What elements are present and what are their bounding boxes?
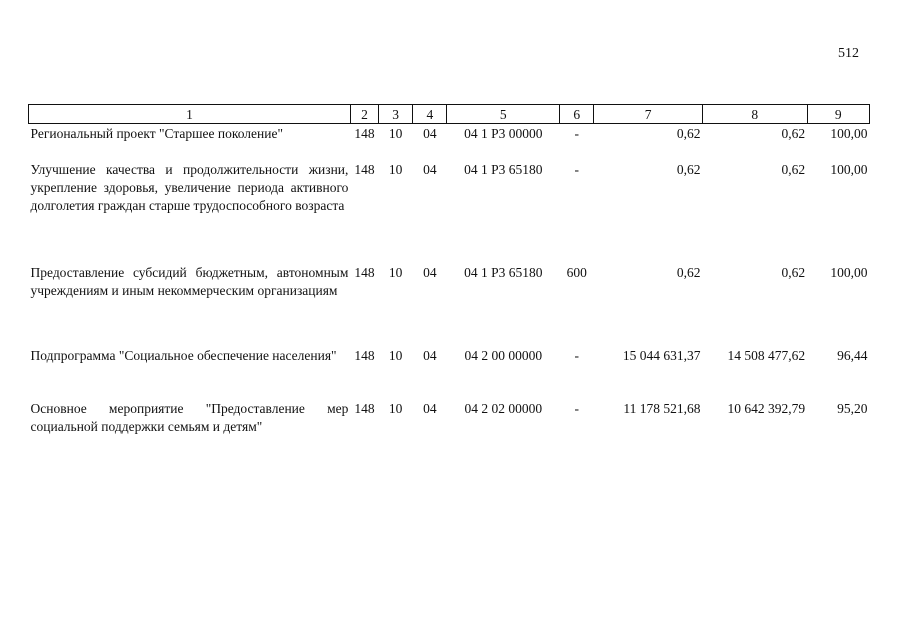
header-col-2: 2 xyxy=(350,105,378,124)
row-col-6: - xyxy=(574,400,579,416)
row-col-9: 100,00 xyxy=(830,126,868,141)
table-row xyxy=(29,160,870,263)
row-col-2: 148 xyxy=(354,161,375,177)
table-row xyxy=(29,346,870,399)
row-col-6: 600 xyxy=(566,264,587,280)
row-col-5: 04 1 P3 65180 xyxy=(464,264,543,280)
header-col-7: 7 xyxy=(594,105,703,124)
header-col-6: 6 xyxy=(560,105,594,124)
row-col-9: 96,44 xyxy=(837,347,868,363)
row-col-3: 10 xyxy=(388,264,403,280)
page-number: 512 xyxy=(838,46,859,61)
row-col-3: 10 xyxy=(388,126,403,141)
row-col-2: 148 xyxy=(354,126,375,141)
row-col-4: 04 xyxy=(423,126,437,141)
table-row xyxy=(29,263,870,346)
row-col-6: - xyxy=(574,161,579,177)
row-col-5: 04 1 P3 00000 xyxy=(464,126,543,141)
row-name: Подпрограмма "Социальное обеспечение населения" xyxy=(30,347,337,363)
row-col-9: 100,00 xyxy=(830,264,868,280)
row-name: Региональный проект "Старшее поколение" xyxy=(30,126,283,141)
header-col-9: 9 xyxy=(807,105,869,124)
row-col-8: 14 508 477,62 xyxy=(727,347,806,363)
header-col-3: 3 xyxy=(379,105,413,124)
row-col-6: - xyxy=(574,347,579,363)
row-col-4: 04 xyxy=(423,264,437,280)
row-col-8: 0,62 xyxy=(781,264,806,280)
row-col-9: 95,20 xyxy=(837,400,868,416)
row-name: Основное мероприятие "Предоставление мер социальной поддержки семьям и детям" xyxy=(30,400,349,434)
header-col-1: 1 xyxy=(29,105,351,124)
row-col-8: 0,62 xyxy=(781,126,806,141)
row-col-3: 10 xyxy=(388,400,403,416)
row-col-4: 04 xyxy=(423,161,437,177)
row-col-3: 10 xyxy=(388,347,403,363)
budget-table xyxy=(28,104,870,439)
header-col-5: 5 xyxy=(447,105,560,124)
row-col-7: 0,62 xyxy=(676,264,701,280)
row-col-5: 04 1 P3 65180 xyxy=(464,161,543,177)
table-row xyxy=(29,124,870,160)
row-col-3: 10 xyxy=(388,161,403,177)
header-col-8: 8 xyxy=(702,105,807,124)
row-col-6: - xyxy=(574,126,579,141)
row-col-2: 148 xyxy=(354,400,375,416)
row-col-8: 10 642 392,79 xyxy=(727,400,806,416)
row-name: Предоставление субсидий бюджетным, автономным учреждениям и иным некоммерческим организациям xyxy=(30,264,349,298)
row-col-4: 04 xyxy=(423,347,437,363)
header-col-4: 4 xyxy=(413,105,447,124)
table-header-row xyxy=(29,105,870,124)
row-col-7: 0,62 xyxy=(676,126,701,141)
table-row xyxy=(29,399,870,439)
row-col-7: 0,62 xyxy=(676,161,701,177)
row-col-2: 148 xyxy=(354,347,375,363)
row-col-5: 04 2 00 00000 xyxy=(464,347,543,363)
row-col-7: 11 178 521,68 xyxy=(623,400,701,416)
row-col-9: 100,00 xyxy=(830,161,868,177)
row-col-5: 04 2 02 00000 xyxy=(464,400,543,416)
row-name: Улучшение качества и продолжительности жизни, укрепление здоровья, увеличение периода активного долголетия граждан старше трудоспособного возраста xyxy=(30,161,349,213)
row-col-4: 04 xyxy=(423,400,437,416)
row-col-2: 148 xyxy=(354,264,375,280)
row-col-7: 15 044 631,37 xyxy=(622,347,701,363)
row-col-8: 0,62 xyxy=(781,161,806,177)
